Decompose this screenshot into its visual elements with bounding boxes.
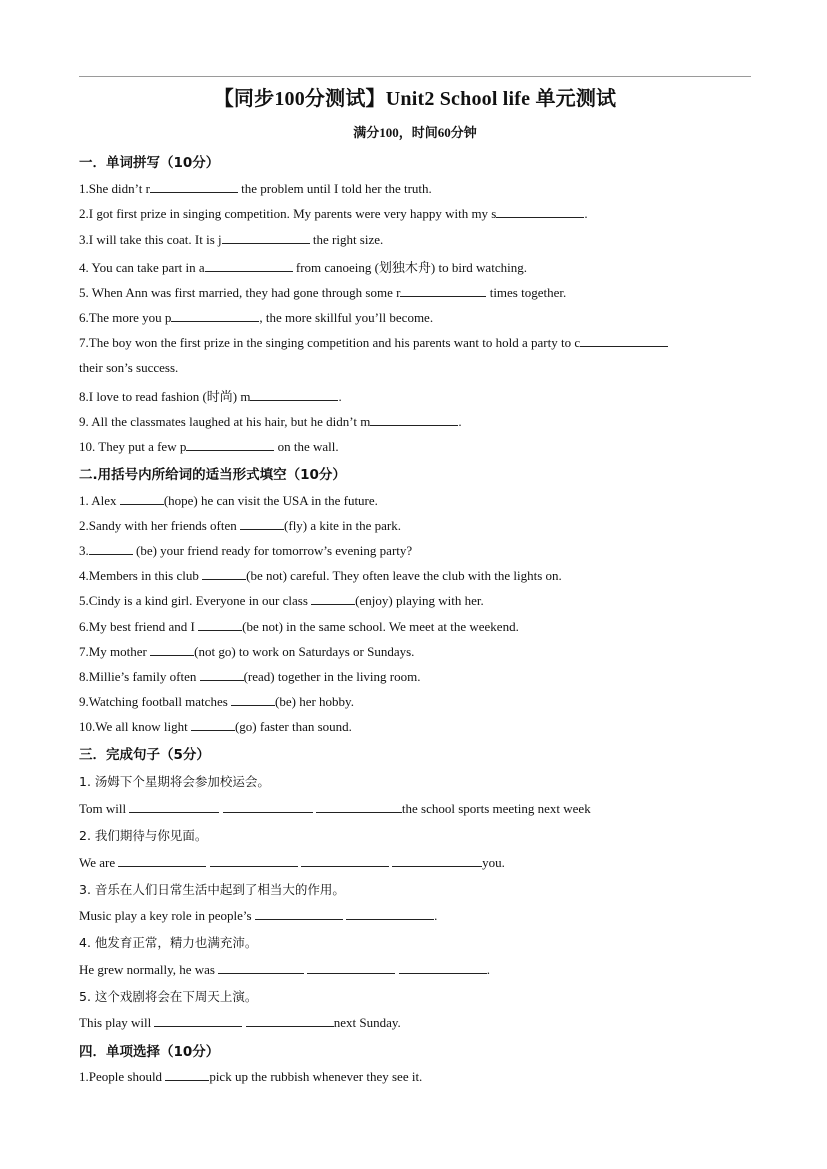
s3-q4-chinese: 4. 他发育正常，精力也满充沛。 [79,935,258,950]
section2-heading: 二.用括号内所给词的适当形式填空（10分） [79,467,346,483]
s3-q4: He grew normally, he was . [79,962,490,977]
s3-q2: We are you. [79,855,505,870]
s1-q2: 2.I got first prize in singing competition. My parents were very happy with my s . [79,206,588,221]
s1-q1: 1.She didn’t r the problem until I told her the truth. [79,181,432,196]
answer-blank[interactable] [120,492,164,505]
answer-blank[interactable] [150,180,238,193]
s2-q1: 1. Alex (hope) he can visit the USA in the future. [79,493,378,508]
s1-q10: 10. They put a few p on the wall. [79,439,339,454]
s3-q3-chinese: 3. 音乐在人们日常生活中起到了相当大的作用。 [79,882,345,897]
s3-q3: Music play a key role in people’s . [79,908,438,923]
answer-blank[interactable] [400,284,486,297]
page-title: 【同步100分测试】Unit2 School life 单元测试 [213,88,617,110]
answer-blank[interactable] [392,854,482,867]
answer-blank[interactable] [89,542,133,555]
s3-q1-chinese: 1. 汤姆下个星期将会参加校运会。 [79,774,270,789]
answer-blank[interactable] [307,961,395,974]
answer-blank[interactable] [202,567,246,580]
s1-q5: 5. When Ann was first married, they had gone through some r times together. [79,285,567,300]
answer-blank[interactable] [129,800,219,813]
section1-heading: 一．单词拼写（10分） [79,155,220,171]
s1-q9: 9. All the classmates laughed at his hair, but he didn’t m . [79,414,462,429]
s1-q4: 4. You can take part in a from canoeing (划独木舟) to bird watching. [79,260,527,275]
answer-blank[interactable] [250,388,338,401]
answer-blank[interactable] [150,643,194,656]
s2-q8: 8.Millie’s family often (read) together in the living room. [79,669,421,684]
answer-blank[interactable] [231,693,275,706]
s2-q3: 3. (be) your friend ready for tomorrow’s evening party? [79,543,413,558]
answer-blank[interactable] [171,309,259,322]
answer-blank[interactable] [316,800,402,813]
answer-blank[interactable] [311,592,355,605]
answer-blank[interactable] [118,854,206,867]
answer-blank[interactable] [165,1068,209,1081]
section3-heading: 三．完成句子（5分） [79,747,210,763]
s1-q3: 3.I will take this coat. It is j the right size. [79,232,384,247]
s2-q4: 4.Members in this club (be not) careful. They often leave the club with the lights on. [79,568,562,583]
answer-blank[interactable] [198,618,242,631]
answer-blank[interactable] [346,907,434,920]
section4-heading: 四．单项选择（10分） [79,1044,220,1060]
page-subtitle: 满分100，时间60分钟 [353,125,477,140]
answer-blank[interactable] [370,413,458,426]
s3-q2-chinese: 2. 我们期待与你见面。 [79,828,208,843]
s2-q9: 9.Watching football matches (be) her hobby. [79,694,354,709]
s3-q1: Tom will the school sports meeting next week [79,801,591,816]
answer-blank[interactable] [246,1014,334,1027]
answer-blank[interactable] [191,718,235,731]
s2-q10: 10.We all know light (go) faster than sound. [79,719,352,734]
answer-blank[interactable] [580,334,668,347]
s2-q7: 7.My mother (not go) to work on Saturdays or Sundays. [79,644,415,659]
s1-q8: 8.I love to read fashion (时尚) m . [79,389,342,404]
s2-q5: 5.Cindy is a kind girl. Everyone in our class (enjoy) playing with her. [79,593,484,608]
answer-blank[interactable] [186,438,274,451]
s2-q6: 6.My best friend and I (be not) in the same school. We meet at the weekend. [79,619,519,634]
answer-blank[interactable] [205,259,293,272]
s3-q5-chinese: 5. 这个戏剧将会在下周天上演。 [79,989,258,1004]
answer-blank[interactable] [223,800,313,813]
s4-q1: 1.People should pick up the rubbish whenever they see it. [79,1069,423,1084]
header-rule [79,76,751,77]
s1-q7: 7.The boy won the first prize in the singing competition and his parents want to hold a party to c [79,334,668,351]
s2-q2: 2.Sandy with her friends often (fly) a kite in the park. [79,518,401,533]
answer-blank[interactable] [399,961,487,974]
answer-blank[interactable] [222,231,310,244]
s1-q6: 6.The more you p , the more skillful you’ll become. [79,310,434,325]
answer-blank[interactable] [210,854,298,867]
answer-blank[interactable] [218,961,304,974]
answer-blank[interactable] [200,668,244,681]
answer-blank[interactable] [154,1014,242,1027]
answer-blank[interactable] [301,854,389,867]
answer-blank[interactable] [496,205,584,218]
s1-q7-cont: their son’s success. [79,360,179,375]
answer-blank[interactable] [255,907,343,920]
answer-blank[interactable] [240,517,284,530]
s3-q5: This play will next Sunday. [79,1015,401,1030]
